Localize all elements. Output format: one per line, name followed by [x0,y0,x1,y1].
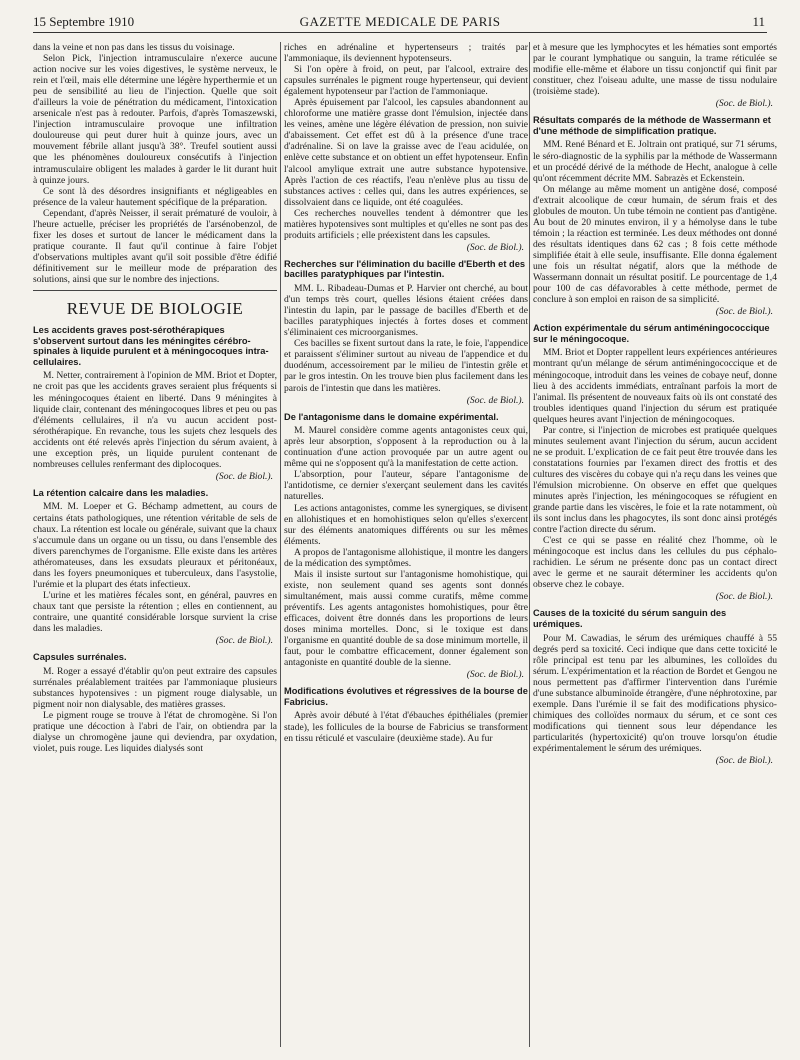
column-3 [533,42,777,1047]
article-title: Capsules surrénales. [33,652,127,663]
section-divider [33,290,277,291]
paragraph: MM. L. Ribadeau-Dumas et P. Harvier ont cherché, au bout d'un temps très court, quelles lésions étaient créées dans l'intestin du lapin, par le passage de bacilles d'Eberth et de bacilles paratyphiques injectés à fortes doses et comment s'éliminaient ces microorganismes. [284,283,528,339]
article-title: Causes de la toxicité du sérum sanguin des urémiques. [533,608,727,630]
paragraph: Ce sont là des désordres insignifiants et négligeables en présence de la valeur hautement spécifique de la préparation. [33,185,277,208]
paragraph: Ces recherches nouvelles tendent à démontrer que les matières hypotensives sont multiples et qu'elles ne sont pas des produits artificiels ; elle préexistent dans les capsules. [284,207,528,241]
article-title: Modifications évolutives et régressives de la bourse de Fabricius. [284,686,528,707]
source-citation: (Soc. de Biol.). [466,394,524,406]
column-divider [280,42,281,1047]
paragraph: M. Roger a essayé d'établir qu'on peut extraire des capsules surrénales préalablement traitées par l'ammoniaque plusieurs substances hypotensives : un pigment rouge dialysable, un pigment noir non dialysable, des matières grasses. [33,665,277,710]
source-citation: (Soc. de Biol.). [215,635,273,647]
column-1 [33,42,277,1047]
paragraph: riches en adrénaline et hypertenseurs ; traités par l'ammoniaque, ils deviennent hypotenseurs. [284,42,528,65]
issue-date: 15 Septembre 1910 [33,14,135,29]
paragraph: Mais il insiste surtout sur l'antagonisme homohistique, qui existe, non seulement quand ses agents sont donnés simultanément, mais aussi comme curatifs, même comme préventifs. Les agents antagonistes homohistiques, pour être efficaces, doivent être donnés dans les proportions de leurs doses minima mortelles. Donc, si le toxique est dans l'organisme en quantité double de sa dose minimum mortelle, il faut, pour le combattre efficacement, donner également son antagoniste en quantité double de la sienne. [284,568,528,669]
paragraph: M. Maurel considère comme agents antagonistes ceux qui, après leur absorption, s'opposent à la reproduction ou à la continuation d'une action provoquée par un autre agent ou même qui ne s'opposent qu'à la manifestation de cette action. [284,425,528,470]
source-citation: (Soc. de Biol.). [466,669,524,681]
article-title: Recherches sur l'élimination du bacille d'Eberth et des bacilles paratyphiques par l'intestin. [284,258,526,280]
paragraph: Pour M. Cawadias, le sérum des urémiques chauffé à 55 degrés perd sa toxicité. Ceci indique que dans cette toxicité le rôle principal est tenu par les albumines, les colloïdes du sérum. L'expérimentation et la réaction de Bordet et Gengou ne nous permettent pas d'affirmer l'intervention dans l'urémie d'une substance albuminoïde étrangère, d'une néphrotoxine, par exemple. Dans l'urémie il se fait des modifications physico-chimiques des colloïdes normaux du sérum, et ce sont ces modifications qui tiennent sous leur dépendance les particularités (hypertoxicité) qu'on trouve lorsqu'on étudie expérimentalement le sérum des urémiques. [533,632,777,755]
paragraph: L'absorption, pour l'auteur, sépare l'antagonisme de l'antidotisme, ce dernier s'exerçant seulement dans les cavités naturelles. [284,469,528,503]
article-title: De l'antagonisme dans le domaine expérimental. [284,411,499,422]
column-2 [284,42,528,1047]
source-citation: (Soc. de Biol.). [715,755,773,767]
source-citation: (Soc. de Biol.). [215,470,273,482]
paragraph: C'est ce qui se passe en réalité chez l'homme, où le méningocoque est inclus dans les cellules du pus céphalo-rachidien. Le sérum ne présente donc pas un contact direct avec le germe et ne saurait déterminer les accidents qu'on observe chez le cobaye. [533,535,777,591]
paragraph: A propos de l'antagonisme allohistique, il montre les dangers de la médication des symptômes. [284,546,528,569]
paragraph: Après épuisement par l'alcool, les capsules abandonnent au chloroforme une matière grasse dont l'émulsion, injectée dans les veines, amène une légère élévation de pression, non suivie d'abaissement. Cet effet est dû à la présence d'une trace d'adrénaline. Si on lave la graisse avec de l'eau acidulée, on enlève cette substance et on obtient un effet hypotenseur. Enfin l'alcool amylique extrait une autre substance hypotensive. Après l'action de ces réactifs, l'eau n'enlève plus au tissu de substances actives : celles qui, dans les autres expériences, se dissolvaient dans ce liquide, ont été coagulées. [284,97,528,208]
paragraph: On mélange au même moment un antigène dosé, composé d'extrait alcoolique de cœur humain, de sérum frais et des globules de mouton. Un tube témoin ne contient pas d'antigène. Au bout de 20 minutes environ, il y a hémolyse dans le tube témoin ; la réaction est terminée. Les deux méthodes ont donné des résultats identiques dans 62 cas ; 8 fois cette méthode simplifiée était à elle seule, insuffisante. Elle donna également une fois un résultat négatif, alors que la méthode de Wassermann donnait un résultat positif. Le pourcentage de 1,4 pour 100 de cas défavorables à cette méthode, permet de conclure à son emploi en raison de sa simplicité. [533,183,777,306]
column-divider [529,42,530,1047]
paragraph: M. Netter, contrairement à l'opinion de MM. Briot et Dopter, ne croit pas que les accidents graves seraient plus fréquents si les méningocoques étaient en liberté. Dans 9 méningites à liquide clair, contenant des méningocoques libres et peu ou pas d'éléments cellulaires, il n'a vu aucun accident post-sérothérapique. En revanche, tous les sujets chez lesquels des accidents ont été relevés après l'injection du sérum avaient, à une exception près, un liquide purulent contenant de nombreuses cellules renfermant des diplocoques. [33,370,277,470]
section-banner-title: REVUE DE BIOLOGIE [66,299,244,319]
paragraph: L'urine et les matières fécales sont, en général, pauvres en chaux tant que persiste la rétention ; elles en contiennent, au contraire, une quantité considérable lorsque survient la crise dans les maladies. [33,589,277,634]
article-title: Les accidents graves post-sérothérapiques s'observent surtout dans les méningites cérébro-spinales à liquide purulent et à méningocoques intra-cellulaires. [33,325,269,367]
source-citation: (Soc. de Biol.). [715,98,773,110]
source-citation: (Soc. de Biol.). [715,591,773,603]
paragraph: et à mesure que les lymphocytes et les hématies sont emportés par le courant lymphatique ou sanguin, la trame réticulée se modifie elle-même et élabore un tissu conjonctif qui finit par constituer, chez l'oiseau adulte, une masse de tissu nodulaire (troisième stade). [533,42,777,98]
paragraph: Selon Pick, l'injection intramusculaire n'exerce aucune action nocive sur les voies digestives, le système nerveux, le rein et l'œil, mais elle détermine une légère hyperthermie et un peu de sensibilité au lieu de l'injection. Quelle que soit d'ailleurs la voie de pénétration du médicament, l'intoxication arsenicale n'est pas à redouter. Parfois, d'après Tomaszewski, l'injection intramusculaire provoque une infiltration douloureuse qui peut durer huit à quinze jours, avec un mouvement fébrile allant jusqu'à 38°. Treufel soutient aussi que les phénomènes douloureux consécutifs à l'injection intramusculaire obligent les malades à garder le lit durant huit à quinze jours. [33,53,277,186]
paragraph: MM. Briot et Dopter rappellent leurs expériences antérieures montrant qu'un mélange de sérum antiméningococcique et de méningocoque, introduit dans les veines de cobaye neuf, donne lieu à des accidents immédiats, entraînant parfois la mort de l'animal. Ils présentent de nouveaux faits où ils ont constaté des troubles identiques quand l'injection du sérum est pratiquée quelques heures avant l'injection de méningocoques. [533,347,777,425]
paragraph: Par contre, si l'injection de microbes est pratiquée quelques minutes seulement avant l'injection du sérum, aucun accident ne se produit. L'explication de ce fait peut être trouvée dans les constatations fournies par l'examen direct des frottis et des cultures des viscères du cobaye qui n'a reçu dans les veines que l'émulsion microbienne. On observe en effet que quelques minutes après l'injection, les méningocoques se réfugient en grande partie dans les viscères, le foie et la rate notamment, où ils sont inclus dans les phagocytes, ils sont donc ainsi protégés contre l'action directe du sérum. [533,424,777,536]
paragraph: Le pigment rouge se trouve à l'état de chromogène. Si l'on pratique une décoction à l'abri de l'air, on obtiendra par la dialyse un chromogène jaune qui deviendra, par oxydation, violet, puis rouge. Les liquides dialysés sont [33,709,277,754]
paragraph: dans la veine et non pas dans les tissus du voisinage. [33,42,235,53]
paragraph: MM. M. Loeper et G. Béchamp admettent, au cours de certains états pathologiques, une rétention véritable de sels de chaux. La rétention est locale ou générale, suivant que la chaux s'accumule dans un organe ou un tissu, ou dans l'ensemble des divers parenchymes de l'organisme. Elle existe dans les artères athéromateuses, dans les exsudats pleuraux et péritonéaux, dans les foyers pneumoniques et tuberculeux, dans l'asystolie, l'urémie et la plupart des états infectieux. [33,501,277,590]
article-title: Résultats comparés de la méthode de Wassermann et d'une méthode de simplification pratique. [533,115,771,136]
paragraph: Après avoir débuté à l'état d'ébauches épithéliales (premier stade), les follicules de la bourse de Fabricius se transforment en tissu réticulé et vasculaire (deuxième stade). Au fur [284,710,528,744]
source-citation: (Soc. de Biol.). [715,306,773,318]
page-header [33,12,767,33]
paragraph: MM. René Bénard et E. Joltrain ont pratiqué, sur 71 sérums, le séro-diagnostic de la syphilis par la méthode de Wassermann et un procédé dérivé de la méthode de Hecht, analogue à celle qu'ont récemment décrite MM. Sabrazès et Eckenstein. [533,139,777,184]
article-title: La rétention calcaire dans les maladies. [33,487,209,498]
paragraph: Les actions antagonistes, comme les synergiques, se divisent en allohistiques et en homohistiques selon qu'elles s'exercent sur des éléments anatomiques différents ou sur les mêmes éléments. [284,502,528,547]
paragraph: Cependant, d'après Neisser, il serait prématuré de vouloir, à l'heure actuelle, préciser les propriétés de l'arsénobenzol, de fixer les doses et surtout de lancer le médicament dans la pratique courante. Il faut qu'il continue à faire l'objet d'observations multiples avant qu'il soit possible d'être édifié définitivement sur le meilleur mode de préparation des solutions, ainsi que sur le nombre des injections. [33,207,277,285]
source-citation: (Soc. de Biol.). [466,241,524,253]
paragraph: Ces bacilles se fixent surtout dans la rate, le foie, l'appendice et paraissent s'éliminer surtout au niveau de l'appendice et du duodénum, accessoirement par le milieu de l'intestin grêle et par le gros intestin. On les trouve bien plus facilement dans les parois de l'intestin que dans les matières. [284,338,528,394]
paragraph: Si l'on opère à froid, on peut, par l'alcool, extraire des capsules surrénales le pigment rouge hypertenseur, qui devient également hypotenseur par l'action de l'ammoniaque. [284,64,528,98]
article-title: Action expérimentale du sérum antiméningococcique sur le méningocoque. [533,323,770,344]
page-number: 11 [752,14,765,29]
journal-title: GAZETTE MEDICALE DE PARIS [299,14,501,29]
